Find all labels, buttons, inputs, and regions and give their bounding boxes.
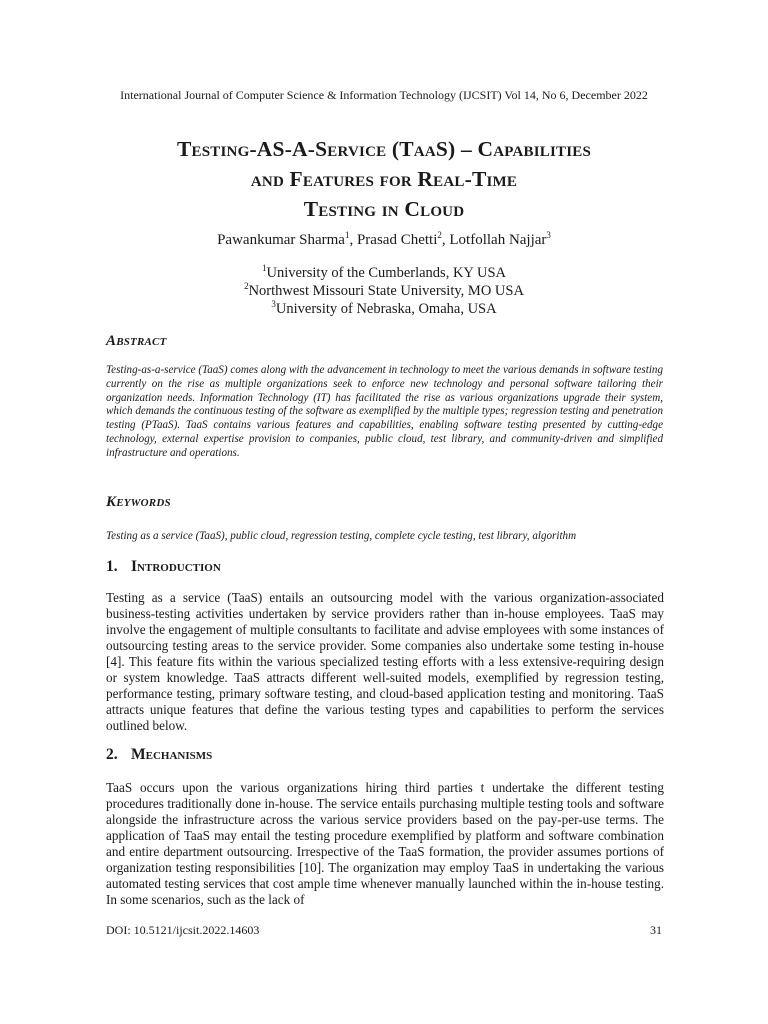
section-number: 1. [106,558,118,575]
affil-text: University of Nebraska, Omaha, USA [275,301,497,317]
affil-mark: 2 [244,281,249,292]
author-affil-mark: 1 [344,230,350,240]
affil-text: University of the Cumberlands, KY USA [266,265,506,281]
abstract-heading: Abstract [106,333,167,349]
section-number: 2. [106,746,118,763]
author-affil-mark: 2 [437,230,442,240]
keywords-heading: Keywords [106,494,171,510]
title-line-1: Testing-AS-A-Service (TaaS) – Capabilities [177,137,591,161]
page-number: 31 [650,923,662,937]
section-heading-mechanisms [106,746,212,764]
affiliation [0,300,768,318]
author-affil-mark: 3 [546,230,551,240]
author-name: Pawankumar Sharma [217,232,345,248]
author-list: Pawankumar Sharma$^1$, Prasad Chetti$^2$, Lotfollah Najjar$^3$ [217,230,551,248]
affiliation [0,264,768,282]
section-title: Introduction [131,558,221,575]
mechanisms-body [106,780,664,908]
affil-mark: 1 [262,263,267,274]
paper-title [60,134,708,224]
paragraph: Testing as a service (TaaS) entails an outsourcing model with the various organization-associated business-testing activities undertaken by service providers rather than in-house employees. TaaS may involve the engagement of multiple consultants to facilitate and advise employees with some instances of outsourcing testing areas to the service provider. Some companies also undertake some testing in-house [4]. This feature fits within the various specialized testing efforts with a less extensive-requiring design or system knowledge. TaaS attracts different well-suited models, exemplified by regression testing, performance testing, primary software testing, and cloud-based application testing and monitoring. TaaS attracts unique features that define the various testing types and capabilities to perform the services outlined below. [106,590,664,733]
abstract-text: Testing-as-a-service (TaaS) comes along with the advancement in technology to meet the various demands in software testing currently on the rise as multiple organizations seek to enforce new technology and personal software tailoring their organization needs. Information Technology (IT) has facilitated the rise as various organizations upgrade their system, which demands the continuous testing of the software as exemplified by the multiple types; regression testing and penetration testing (PTaaS). TaaS contains various features and capabilities, enabling software testing presented by cutting-edge technology, external expertise provision to companies, public cloud, test library, and community-driven and simplified infrastructure and operations. [106,364,663,459]
section-title: Mechanisms [131,746,213,763]
running-header: International Journal of Computer Science & Information Technology (IJCSIT) Vol 14, No 6, December 2022 [120,88,648,102]
section-heading-introduction [106,558,221,576]
title-line-2: and Features for Real-Time [250,167,518,191]
affiliation-list [0,264,768,318]
author-name: Prasad Chetti [356,232,438,248]
affil-text: Northwest Missouri State University, MO USA [248,283,524,299]
footer-doi: DOI: 10.5121/ijcsit.2022.14603 [106,923,260,937]
keywords-text: Testing as a service (TaaS), public cloud, regression testing, complete cycle testing, test library, algorithm [106,530,577,542]
affiliation [0,282,768,300]
author-name: Lotfollah Najjar [449,232,547,248]
introduction-body [106,590,664,734]
affil-mark: 3 [271,299,276,310]
paragraph: TaaS occurs upon the various organizations hiring third parties t undertake the different testing procedures traditionally done in-house. The service entails purchasing multiple testing tools and software alongside the infrastructure across the various service providers based on the pay-per-use terms. The application of TaaS may entail the testing procedure exemplified by platform and software combination and entire department outsourcing. Irrespective of the TaaS formation, the provider assumes portions of organization testing responsibilities [10]. The organization may employ TaaS in undertaking the various automated testing services that cost ample time whenever manually launched within the in-house testing. In some scenarios, such as the lack of [106,780,664,907]
title-line-3: Testing in Cloud [303,197,465,221]
